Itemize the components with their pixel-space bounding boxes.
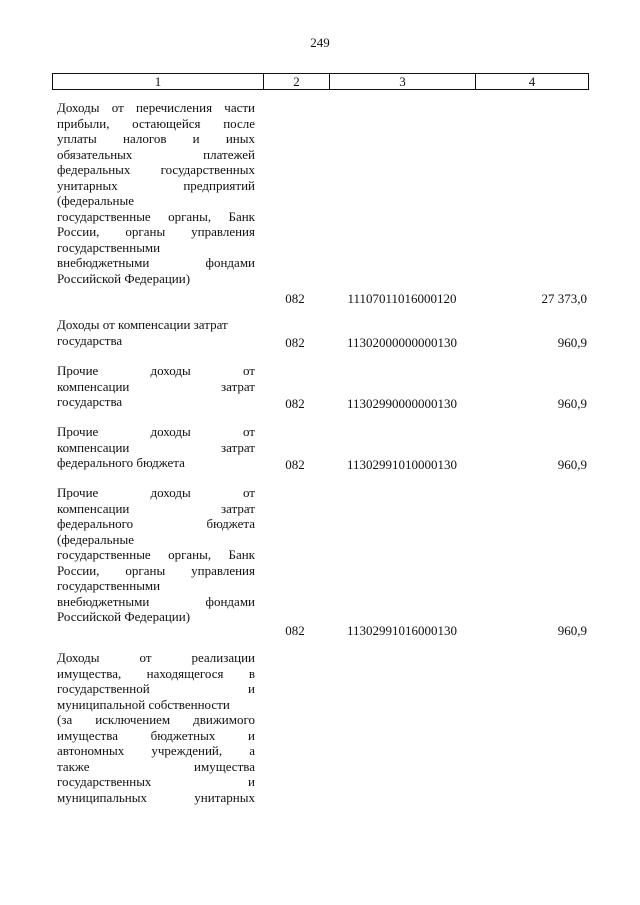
kbk-code: 11302000000000130 <box>346 335 458 350</box>
kbk-code: 11302990000000130 <box>346 396 458 411</box>
description-line: автономных учреждений, а <box>57 743 255 758</box>
kbk-code: 11107011016000120 <box>347 290 457 306</box>
description-line: компенсации затрат <box>57 500 255 516</box>
header-col-4: 4 <box>528 74 536 89</box>
description-line: государственной и <box>57 681 255 696</box>
description-line: внебюджетными фондами <box>57 255 255 270</box>
description-line: Российской Федерации) <box>57 270 191 286</box>
description-line: государственных и <box>57 774 255 789</box>
page-number: 249 <box>310 35 330 50</box>
description-line: государственными <box>57 239 161 255</box>
description-line: федерального бюджета <box>57 516 255 531</box>
description-line: государственными <box>57 578 161 593</box>
description-line: (федеральные <box>57 531 134 547</box>
kbk-code: 11302991016000130 <box>346 623 458 638</box>
header-col-3: 3 <box>330 74 476 89</box>
description-line: муниципальных унитарных <box>57 789 255 805</box>
description-line: федерального бюджета <box>57 455 185 470</box>
table-header <box>52 73 589 90</box>
description-line: внебюджетными фондами <box>57 593 255 609</box>
header-col-2: 2 <box>264 74 330 89</box>
description-line: Доходы от компенсации затрат <box>57 317 228 332</box>
row-description <box>57 650 255 805</box>
description-line: также имущества <box>57 758 255 774</box>
description-line: государства <box>57 394 123 409</box>
description-line: (федеральные <box>57 193 134 208</box>
kbk-code: 11302991010000130 <box>346 457 458 472</box>
description-line: имущества бюджетных и <box>57 727 255 743</box>
description-line: (за исключением движимого <box>57 712 255 727</box>
admin-code: 082 <box>285 396 305 411</box>
description-line: компенсации затрат <box>57 378 255 394</box>
description-line: Прочие доходы от <box>57 424 255 439</box>
row-description <box>57 100 255 286</box>
description-line: России, органы управления <box>57 562 255 578</box>
description-line: Доходы от перечисления части <box>57 100 255 115</box>
description-line: России, органы управления <box>57 224 255 239</box>
admin-code: 082 <box>285 457 305 472</box>
description-line: муниципальной собственности <box>57 696 230 712</box>
header-col-1: 1 <box>53 74 264 89</box>
row-description <box>57 485 255 625</box>
amount: 960,9 <box>557 335 587 350</box>
description-line: обязательных платежей <box>57 146 255 162</box>
admin-code: 082 <box>285 623 305 638</box>
description-line: унитарных предприятий <box>57 177 255 193</box>
description-line: федеральных государственных <box>57 162 255 177</box>
row-description <box>57 363 255 410</box>
amount: 960,9 <box>557 457 587 472</box>
description-line: государственные органы, Банк <box>57 208 255 224</box>
description-line: уплаты налогов и иных <box>57 131 255 146</box>
amount: 960,9 <box>557 623 587 638</box>
description-line: государственные органы, Банк <box>57 547 255 562</box>
row-description <box>57 424 255 471</box>
description-line: Прочие доходы от <box>57 363 255 378</box>
admin-code: 082 <box>285 335 305 350</box>
description-line: Прочие доходы от <box>57 485 255 500</box>
description-line: Доходы от реализации <box>57 650 255 665</box>
description-line: компенсации затрат <box>57 439 255 455</box>
description-line: Российской Федерации) <box>57 609 191 624</box>
description-line: государства <box>57 332 123 348</box>
description-line: прибыли, остающейся после <box>57 115 255 131</box>
row-description <box>57 317 255 348</box>
admin-code: 082 <box>285 290 305 306</box>
description-line: имущества, находящегося в <box>57 665 255 681</box>
amount: 960,9 <box>557 396 587 411</box>
amount: 27 373,0 <box>541 290 587 306</box>
